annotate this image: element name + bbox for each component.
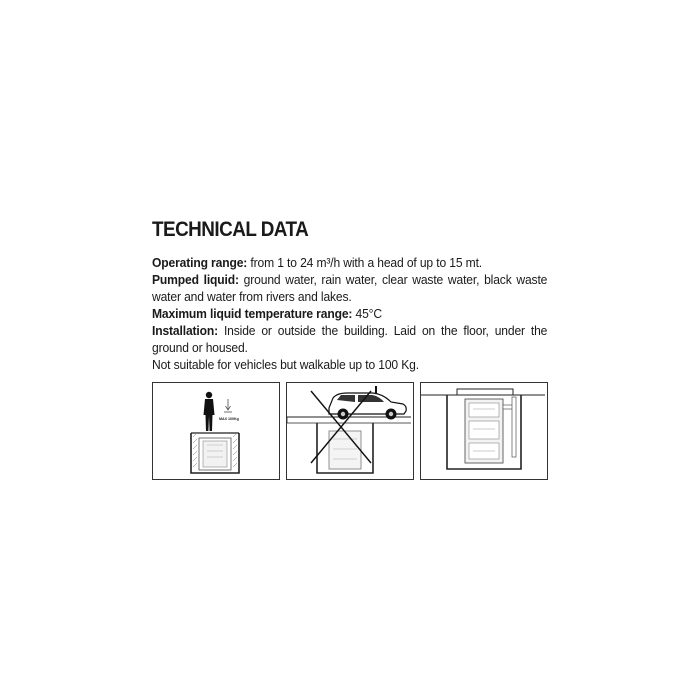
spec-value: from 1 to 24 m³/h with a head of up to 15 mt. [247, 255, 483, 270]
spec-installation [152, 322, 547, 356]
housed-illustration [421, 383, 547, 479]
figure-walkable [152, 382, 280, 480]
person-icon [204, 392, 215, 431]
spec-label: Pumped liquid: [152, 272, 239, 287]
spec-label: Installation: [152, 323, 219, 338]
spec-list [152, 254, 547, 373]
car-icon [329, 386, 406, 420]
technical-data-section [152, 218, 548, 373]
spec-value: ground water, rain water, clear waste water, black waste water and water from rivers and lakes. [152, 272, 548, 304]
section-title: TECHNICAL DATA [152, 218, 309, 241]
spec-value: 45°C [352, 306, 382, 321]
weight-arrow-icon [224, 399, 232, 412]
max-load-label: MAX 100Kg [219, 417, 239, 421]
spec-pumped-liquid [152, 271, 547, 305]
figure-housed [420, 382, 548, 480]
figure-no-vehicles [286, 382, 414, 480]
no-vehicles-illustration [287, 383, 413, 479]
spec-value: Inside or outside the building. Laid on the floor, under the ground or housed. [152, 323, 548, 355]
spec-max-temperature [152, 305, 547, 322]
walkable-illustration [153, 383, 279, 479]
spec-note: Not suitable for vehicles but walkable up to 100 Kg. [152, 357, 419, 372]
spec-operating-range [152, 254, 547, 271]
spec-label: Operating range: [152, 255, 248, 270]
spec-label: Maximum liquid temperature range: [152, 306, 353, 321]
installation-figures [152, 382, 548, 480]
